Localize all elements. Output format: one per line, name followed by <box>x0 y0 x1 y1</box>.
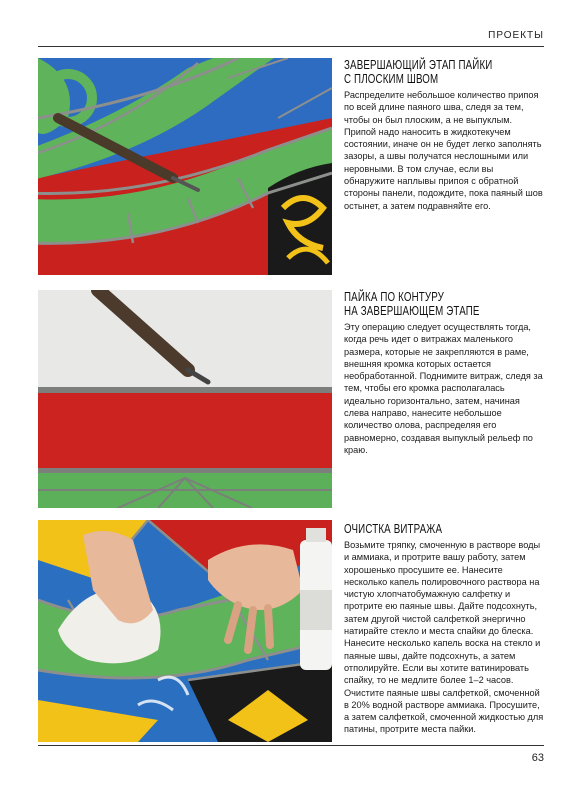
section-body: Эту операцию следует осуществлять тогда, когда речь идет о витражах маленького размера, которые не закрепляются в раме, внешняя кромка которых остается необработанной. Поднимите витраж, следя за тем, чтобы его кромка располагалась идеально горизонтально, затем, начиная слева направо, нанесите небольшое количество олова, распределяя его равномерно, создавая выпуклый рельеф по краю. <box>344 322 543 455</box>
photo-cleaning-stained-glass <box>38 520 332 742</box>
footer-divider <box>38 745 544 746</box>
header-divider <box>38 46 544 47</box>
photo-edge-soldering <box>38 290 332 508</box>
section-body: Распределите небольшое количество припоя по всей длине паяного шва, следя за тем, чтобы он был плоским, а не выпуклым. Припой надо наносить в жидкотекучем состоянии, иначе он не будет легко заполнять зазоры, а швы получатся неслошными или неровными. В том случае, если вы обнаружите наплывы припоя с обратной стороны панели, подождите, пока паяный шов остынет, а затем подравняйте его. <box>344 90 543 211</box>
heading-line: НА ЗАВЕРШАЮЩЕМ ЭТАПЕ <box>344 304 480 318</box>
section-label: ПРОЕКТЫ <box>488 30 544 41</box>
section-cleaning <box>344 522 546 736</box>
section-flat-seam <box>344 58 546 212</box>
section-body: Возьмите тряпку, смоченную в растворе воды и аммиака, и протрите вашу работу, затем хорошенько просушите ее. Нанесите несколько капель полировочного раствора на чистую хлопчатобумажную салфетку и протрите ею паяные швы. Дайте подсохнуть, затем другой чистой салфеткой энергично натирайте стекло и места спайки до блеска. Нанесите несколько капель воска на стекло и паяные швы, дайте подсохнуть, а затем отполируйте. Если вы хотите ватинировать спайку, то не медлите более 1–2 часов. Очистите паяные швы салфеткой, смоченной в 20% водной растворе аммиака. Просушите, а затем салфеткой, смоченной жидкостью для патины, протрите места пайки. <box>344 540 544 735</box>
heading-line: С ПЛОСКИМ ШВОМ <box>344 72 439 86</box>
heading-line: ЗАВЕРШАЮЩИЙ ЭТАП ПАЙКИ <box>344 58 493 72</box>
section-edge-soldering <box>344 290 546 456</box>
page-number: 63 <box>531 752 544 764</box>
heading-line: ОЧИСТКА ВИТРАЖА <box>344 522 443 536</box>
section-heading <box>344 522 546 536</box>
section-heading <box>344 290 546 318</box>
photo-flat-seam-soldering <box>38 58 332 275</box>
heading-line: ПАЙКА ПО КОНТУРУ <box>344 290 445 304</box>
section-heading <box>344 58 546 86</box>
